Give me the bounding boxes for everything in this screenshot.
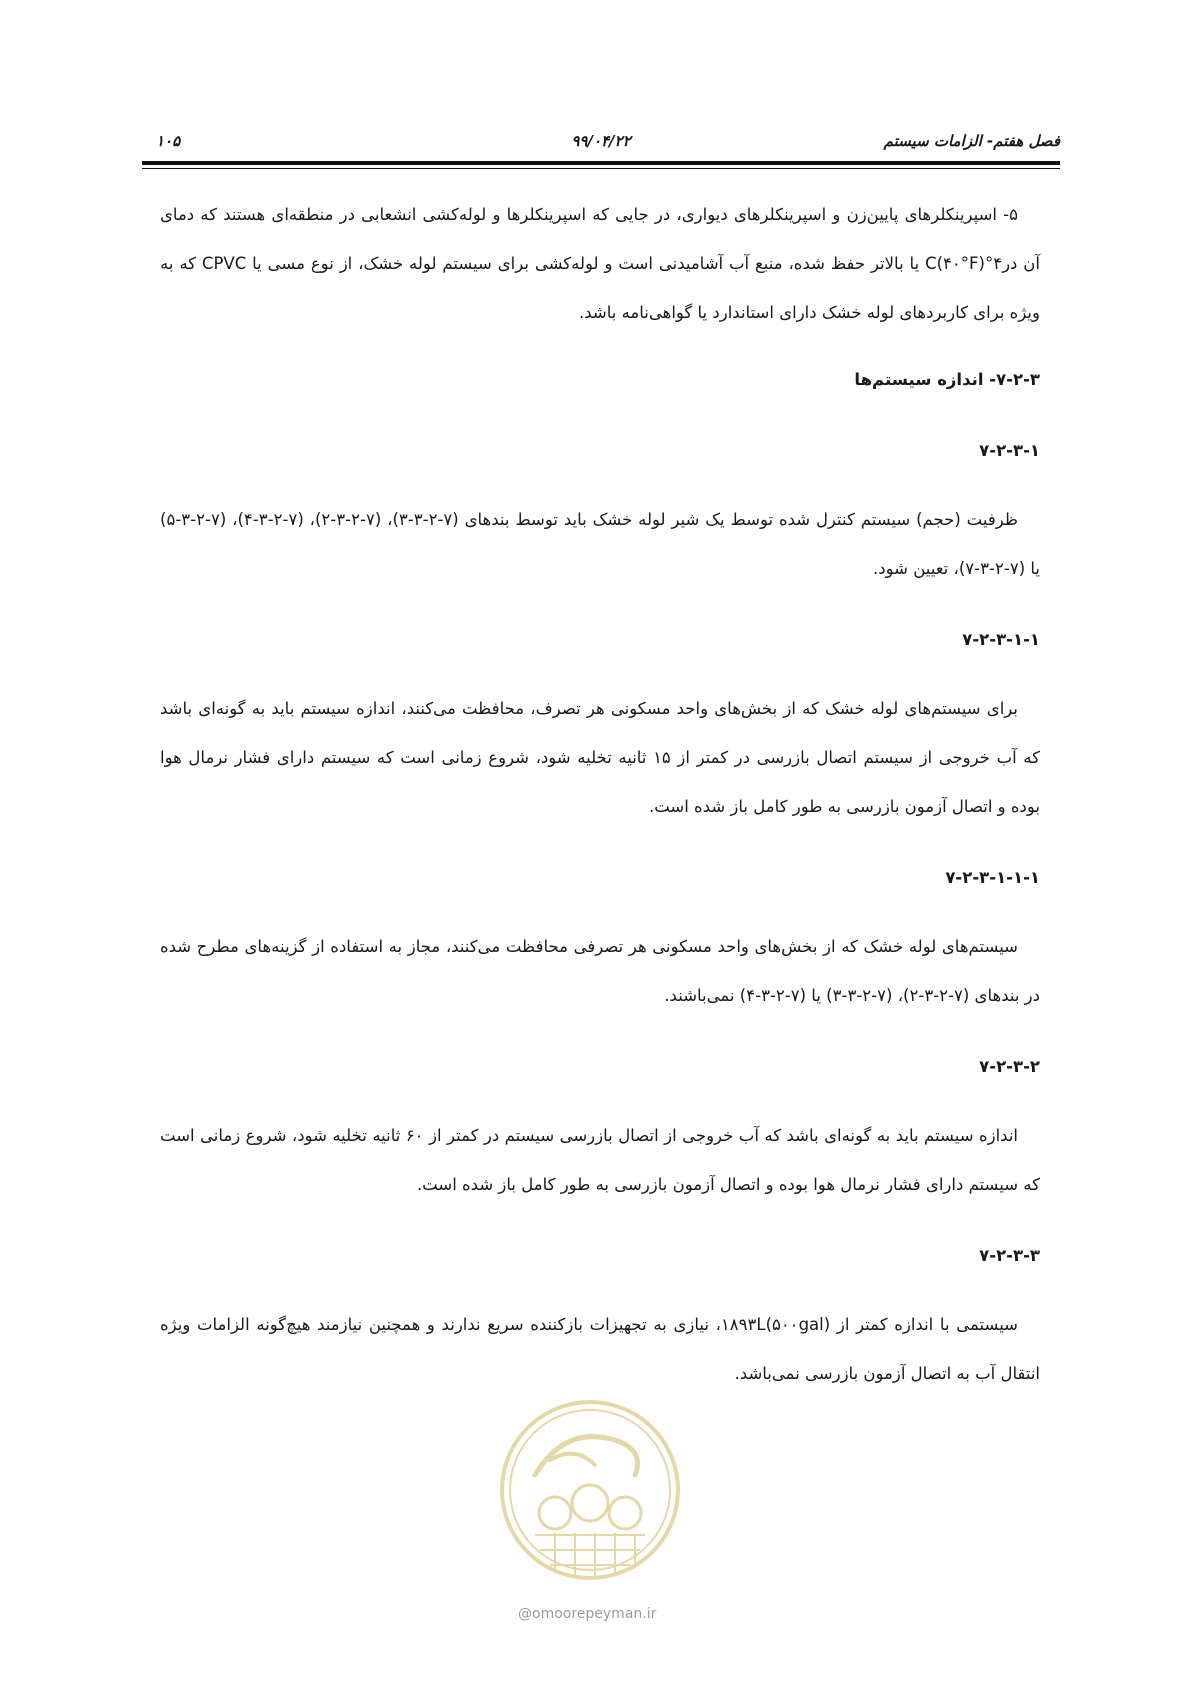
clause-paragraph: سیستم‌های لوله خشک که از بخش‌های واحد مسکونی هر تصرفی محافظت می‌کنند، مجاز به استفاده از گزینه‌های مطرح شده در بندهای (۷-۲-۳-۲)، (۷-۲-۳-۳) یا (۷-۲-۳-۴) نمی‌باشند. xyxy=(160,937,1040,1005)
clause-number: ۷-۲-۳-۳ xyxy=(979,1246,1040,1265)
paragraph-item-5: ۵- اسپرینکلرهای پایین‌زن و اسپرینکلرهای دیواری، در جایی که اسپرینکلرها و لوله‌کشی انشعابی در منطقه‌ای هستند که دمای آن در‌۴°C(۴۰°F) یا بالاتر حفظ شده، منبع آب آشامیدنی است و لوله‌کشی برای سیستم لوله خشک، از نوع مسی یا CPVC که به ویژه برای کاربردهای لوله خشک دارای استاندارد یا گواهی‌نامه باشد. xyxy=(160,205,1040,322)
page-content xyxy=(160,190,1040,1398)
clause-paragraph: برای سیستم‌های لوله خشک که از بخش‌های واحد مسکونی هر تصرف، محافظت می‌کنند، اندازه سیستم باید به گونه‌ای باشد که آب خروجی از سیستم اتصال بازرسی در کمتر از ۱۵ ثانیه تخلیه شود، شروع زمانی است که سیستم دارای فشار نرمال هوا بوده و اتصال آزمون بازرسی به طور کامل باز شده است. xyxy=(160,699,1041,816)
chapter-title: فصل هفتم- الزامات سیستم xyxy=(883,132,1060,150)
page-header xyxy=(142,128,1060,156)
clause-paragraph: ظرفیت (حجم) سیستم کنترل شده توسط یک شیر لوله خشک باید توسط بندهای (۷-۲-۳-۳)، (۷-۲-۳-۲)، (۷-۲-۳-۴)، (۷-۲-۳-۵) یا (۷-۲-۳-۷)، تعیین شود. xyxy=(160,510,1040,578)
section-heading: ۷-۲-۳- اندازه سیستم‌ها xyxy=(854,370,1040,389)
watermark-seal-logo xyxy=(495,1395,685,1585)
header-rule-thin xyxy=(142,168,1060,169)
header-date: ۹۹/۰۴/۲۲ xyxy=(571,132,631,150)
clause-number: ۷-۲-۳-۱-۱ xyxy=(962,630,1040,649)
watermark-site-text: @omoorepeyman.ir xyxy=(518,1606,657,1622)
clause-paragraph: اندازه سیستم باید به گونه‌ای باشد که آب خروجی از اتصال بازرسی سیستم در کمتر از ۶۰ ثانیه تخلیه شود، شروع زمانی است که سیستم دارای فشار نرمال هوا بوده و اتصال آزمون بازرسی به طور کامل باز شده است. xyxy=(160,1126,1040,1194)
header-rule-thick xyxy=(142,161,1060,165)
clause-number: ۷-۲-۳-۱ xyxy=(979,441,1040,460)
page-number: ۱۰۵ xyxy=(156,132,181,150)
clause-paragraph: سیستمی با اندازه کمتر از ۱۸۹۳L(۵۰۰gal)، نیازی به تجهیزات بازکننده سریع ندارند و همچنین نیازمند هیچ‌گونه الزامات ویژه انتقال آب به اتصال آزمون بازرسی نمی‌باشد. xyxy=(160,1315,1040,1383)
clause-number: ۷-۲-۳-۲ xyxy=(979,1057,1040,1076)
clause-number: ۷-۲-۳-۱-۱-۱ xyxy=(945,868,1040,887)
